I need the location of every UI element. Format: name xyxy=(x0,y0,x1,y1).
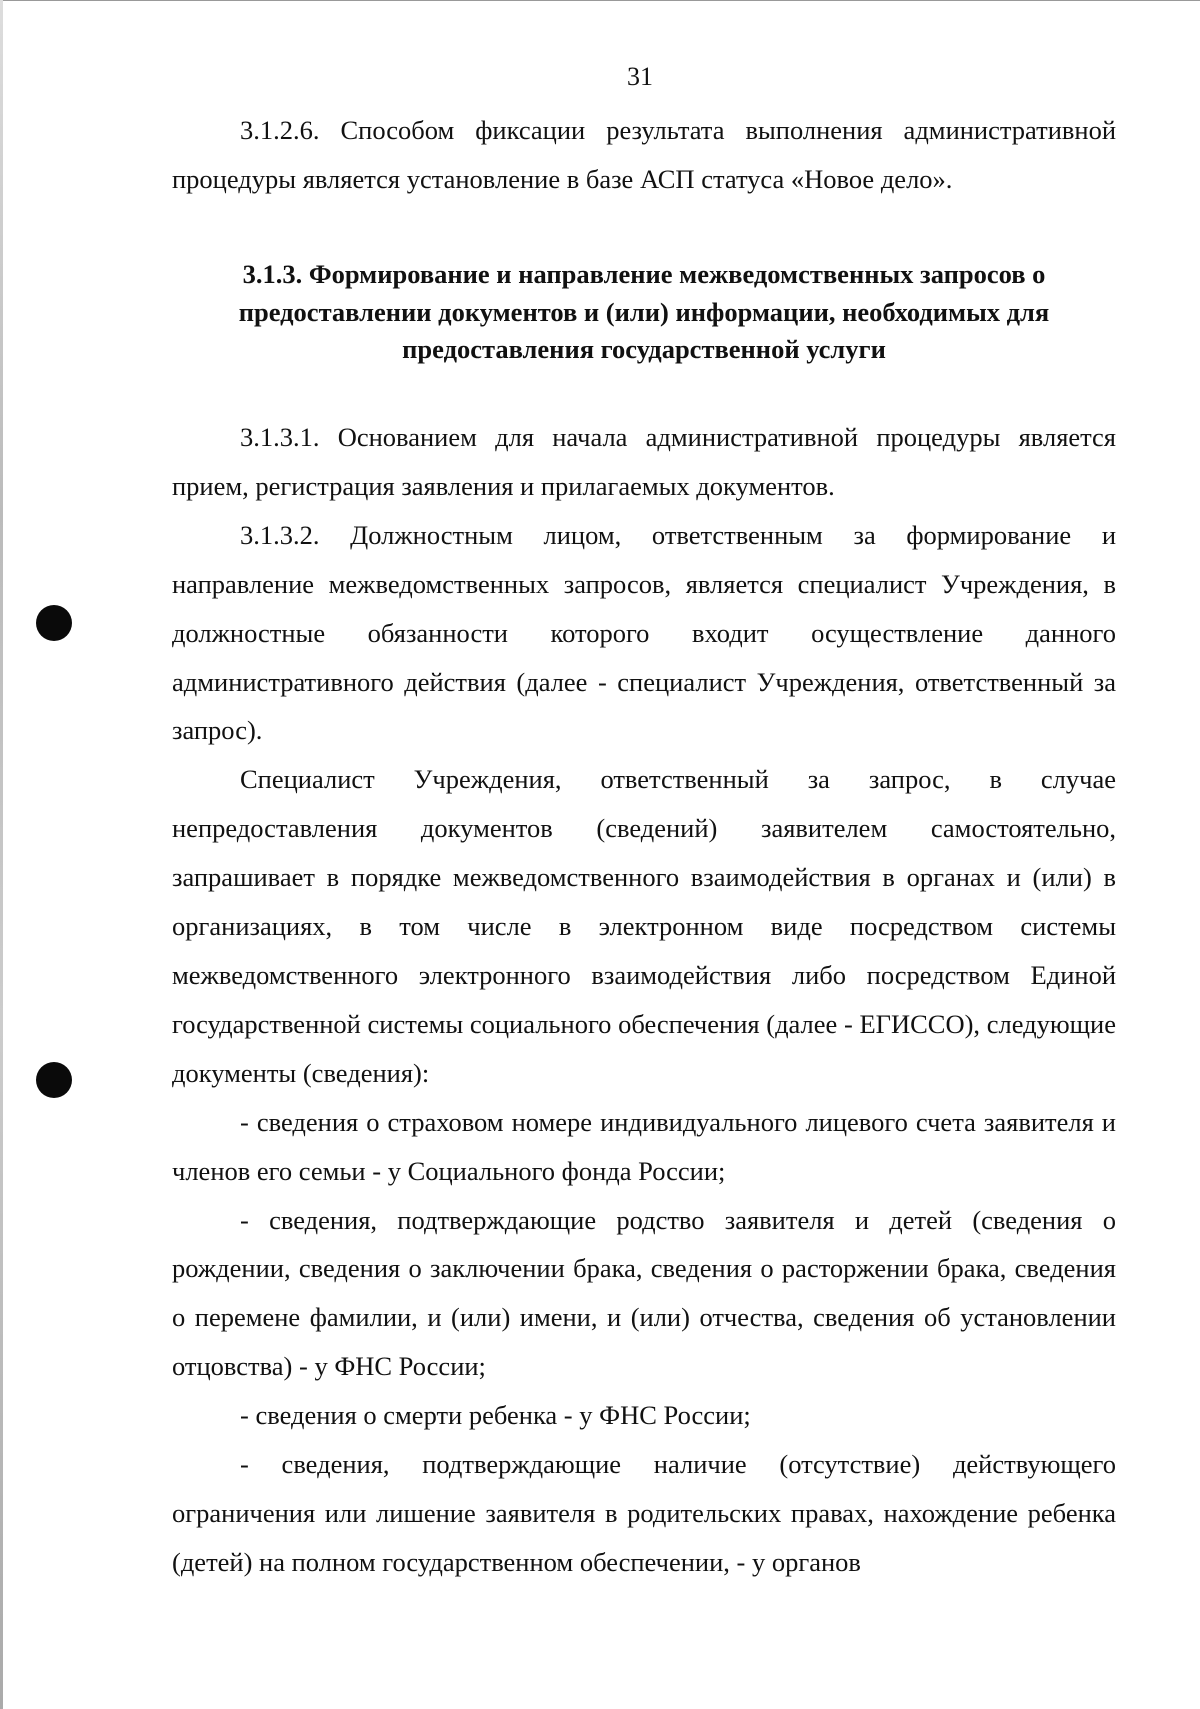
paragraph-3-1-3-2: 3.1.3.2. Должностным лицом, ответственным за формирование и направление межведомственных запросов, является специалист Учреждения, в должностные обязанности которого входит осуществление данного административного действия (далее - специалист Учреждения, ответственный за запрос). xyxy=(172,519,1116,746)
punch-hole-lower xyxy=(36,1062,72,1098)
list-item-snils: - сведения о страховом номере индивидуального лицевого счета заявителя и членов его семьи - у Социального фонда России; xyxy=(172,1106,1116,1186)
paragraph-text: 3.1.2.6. Способом фиксации результата выполнения административной процедуры является установление в базе АСП статуса «Новое дело». xyxy=(172,115,1116,194)
scan-left-edge xyxy=(0,0,3,1709)
list-item-child-death: - сведения о смерти ребенка - у ФНС России; xyxy=(240,1400,751,1431)
punch-hole-upper xyxy=(36,605,72,641)
list-item-parental-rights: - сведения, подтверждающие наличие (отсутствие) действующего ограничения или лишение заявителя в родительских правах, нахождение ребенка (детей) на полном государственном обеспечении, - у органов xyxy=(172,1449,1116,1577)
section-body xyxy=(172,413,1116,1587)
page-number: 31 xyxy=(627,62,653,91)
paragraph-specialist-requests: Специалист Учреждения, ответственный за запрос, в случае непредоставления документов (сведений) заявителем самостоятельно, запрашивает в порядке межведомственного взаимодействия в органах и (или) в организациях, в том числе в электронном виде посредством системы межведомственного электронного взаимодействия либо посредством Единой государственной системы социального обеспечения (далее - ЕГИССО), следующие документы (сведения): xyxy=(172,764,1116,1088)
section-heading-3-1-3: 3.1.3. Формирование и направление межведомственных запросов о предоставлении документов и (или) информации, необходимых для предоставления государственной услуги xyxy=(238,259,1050,364)
paragraph-3-1-3-1: 3.1.3.1. Основанием для начала административной процедуры является прием, регистрация заявления и прилагаемых документов. xyxy=(172,422,1116,501)
paragraph-3-1-2-6 xyxy=(172,106,1116,204)
scan-top-border xyxy=(0,0,1200,1)
list-item-kinship: - сведения, подтверждающие родство заявителя и детей (сведения о рождении, сведения о заключении брака, сведения о расторжении брака, сведения о перемене фамилии, и (или) имени, и (или) отчества, сведения об установлении отцовства) - у ФНС России; xyxy=(172,1204,1116,1382)
